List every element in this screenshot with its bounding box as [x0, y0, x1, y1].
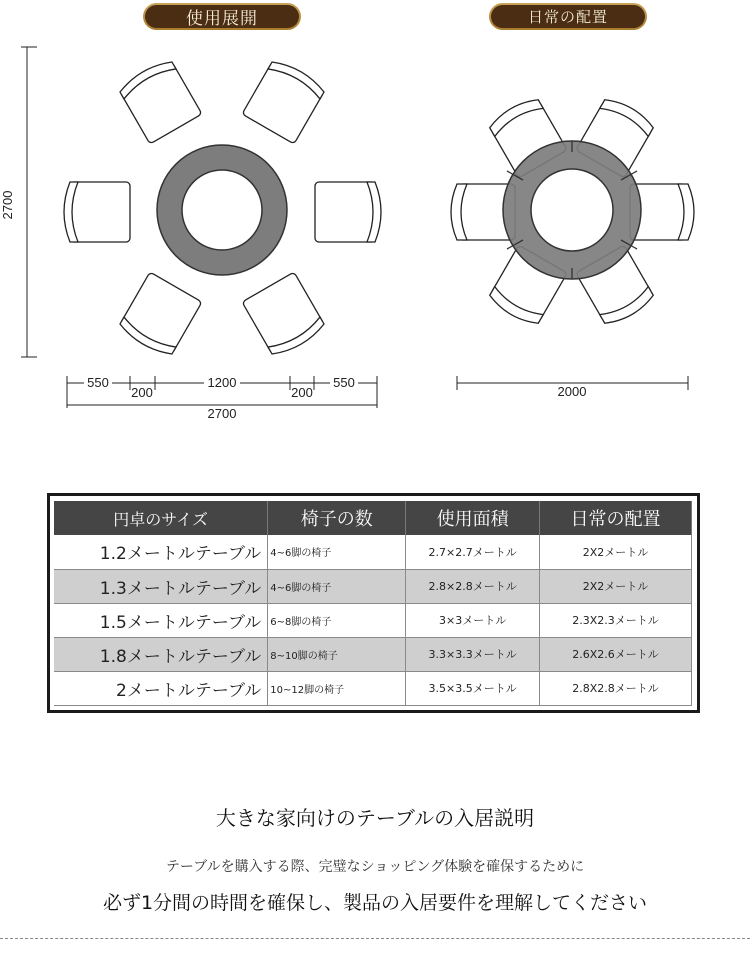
cell-chair-count: 10~12脚の椅子 — [268, 671, 406, 705]
chair — [64, 182, 130, 242]
cell-table-size: 1.8メートルテーブル — [54, 637, 268, 671]
chair — [242, 57, 327, 144]
cell-daily-layout: 2X2メートル — [540, 569, 692, 603]
table-row — [54, 671, 692, 705]
header-table-size: 円卓のサイズ — [54, 501, 268, 535]
size-spec-table — [47, 493, 700, 713]
table-row — [54, 637, 692, 671]
cell-chair-count: 4~6脚の椅子 — [268, 569, 406, 603]
chair — [315, 182, 381, 242]
cell-table-size: 1.2メートルテーブル — [54, 535, 268, 569]
total-width-label: 2700 — [207, 406, 237, 421]
cell-usage-area: 3.5×3.5メートル — [406, 671, 540, 705]
usage-layout-diagram — [0, 47, 381, 421]
cell-usage-area: 2.7×2.7メートル — [406, 535, 540, 569]
section-badge-daily-label: 日常の配置 — [527, 8, 608, 26]
header-chair-count: 椅子の数 — [268, 501, 406, 535]
table-row — [54, 603, 692, 637]
cell-chair-count: 6~8脚の椅子 — [268, 603, 406, 637]
caption-title: 大きな家向けのテーブルの入居説明 — [215, 806, 535, 830]
caption-line-2: 必ず1分間の時間を確保し、製品の入居要件を理解してください — [102, 892, 648, 914]
table-row — [54, 535, 692, 569]
dimension-gap-right: 200 — [291, 385, 313, 400]
table-header-row — [54, 501, 692, 535]
bottom-divider — [0, 938, 750, 939]
dimension-table: 1200 — [207, 375, 237, 390]
cell-table-size: 1.5メートルテーブル — [54, 603, 268, 637]
cell-table-size: 2メートルテーブル — [54, 671, 268, 705]
height-dimension-label: 2700 — [0, 190, 15, 220]
chair — [117, 272, 202, 359]
cell-daily-layout: 2.8X2.8メートル — [540, 671, 692, 705]
chair — [117, 57, 202, 144]
daily-width-label: 2000 — [557, 384, 587, 399]
dimension-gap-left: 200 — [131, 385, 153, 400]
cell-chair-count: 4~6脚の椅子 — [268, 535, 406, 569]
cell-table-size: 1.3メートルテーブル — [54, 569, 268, 603]
cell-usage-area: 3×3メートル — [406, 603, 540, 637]
cell-daily-layout: 2.3X2.3メートル — [540, 603, 692, 637]
section-badge-usage-label: 使用展開 — [186, 9, 258, 29]
dimension-chair-right: 550 — [333, 375, 355, 390]
caption-line-1: テーブルを購入する際、完璧なショッピング体験を確保するために — [165, 859, 585, 875]
table-row — [54, 569, 692, 603]
cell-usage-area: 3.3×3.3メートル — [406, 637, 540, 671]
cell-chair-count: 8~10脚の椅子 — [268, 637, 406, 671]
cell-daily-layout: 2.6X2.6メートル — [540, 637, 692, 671]
cell-daily-layout: 2X2メートル — [540, 535, 692, 569]
header-usage-area: 使用面積 — [406, 501, 540, 535]
cell-usage-area: 2.8×2.8メートル — [406, 569, 540, 603]
header-daily-layout: 日常の配置 — [540, 501, 692, 535]
daily-layout-diagram — [451, 95, 694, 399]
dimension-chair-left: 550 — [87, 375, 109, 390]
chair — [242, 272, 327, 359]
